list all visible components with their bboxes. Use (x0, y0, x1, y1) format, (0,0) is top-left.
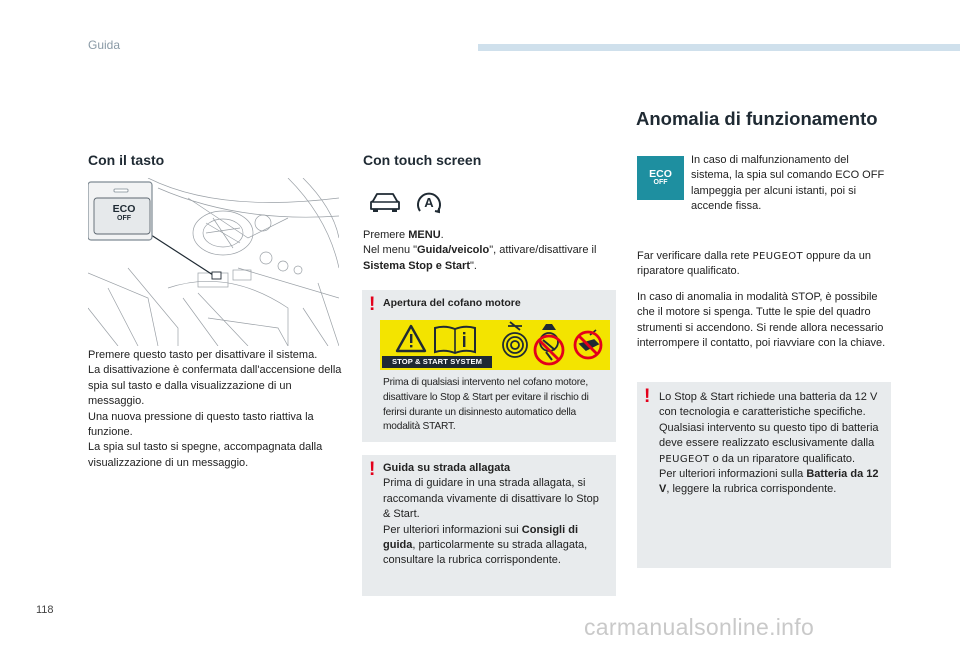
premere-menu-line: Premere MENU. (363, 229, 444, 241)
warning-icon: ! (644, 386, 651, 407)
col1-p2: La disattivazione è confermata dall'accensione della spia sul tasto e dalla visualizzazione di un messaggio. (88, 364, 342, 408)
sticker-label: STOP & START SYSTEM (391, 357, 483, 366)
off-button-label: OFF (117, 215, 131, 222)
anomalia-stop: In caso di anomalia in modalità STOP, è possibile che il motore si spenga. Tutte le spie del quadro strumenti si accendono. Si rende allora necessario interrompere il contatto, poi riavviare con la chiave. (637, 290, 886, 350)
note-allagata-text2: Per ulteriori informazioni sui Consigli di guida, particolarmente su strada allagata, consultare la rubrica corrispondente. (383, 523, 588, 567)
page-number: 118 (36, 604, 54, 616)
note-allagata-text1: Prima di guidare in una strada allagata, si raccomanda vivamente di disattivare lo Stop & Start. (383, 477, 599, 521)
dashboard-illustration (88, 178, 339, 346)
watermark: carmanualsonline.info (584, 614, 815, 640)
stop-start-sticker (380, 320, 610, 370)
svg-text:A: A (424, 195, 434, 210)
header-bar (478, 44, 960, 51)
note-allagata-body (383, 461, 609, 569)
heading-con-touch-screen: Con touch screen (363, 152, 482, 168)
heading-anomalia: Anomalia di funzionamento (636, 108, 878, 129)
menu-word: MENU (408, 229, 441, 241)
touch-instructions (363, 228, 613, 274)
eco-button-label: ECO (112, 203, 136, 215)
col1-text (88, 348, 344, 471)
note-batteria (637, 382, 891, 568)
note-allagata-title: Guida su strada allagata (383, 462, 511, 474)
col1-p3: Una nuova pressione di questo tasto riattiva la funzione. (88, 410, 314, 439)
off-indicator-label: OFF (653, 179, 668, 186)
note-strada-allagata (362, 455, 616, 596)
note-cofano (362, 290, 616, 442)
eco-indicator-label: ECO (649, 168, 672, 180)
note-cofano-title: Apertura del cofano motore (383, 297, 521, 309)
far-verificare: Far verificare dalla rete PEUGEOT oppure da un riparatore qualificato. (637, 250, 871, 278)
warning-icon: ! (369, 294, 376, 315)
note-batteria-body (659, 390, 887, 498)
car-icon (368, 189, 402, 215)
a-icon-svg (414, 187, 444, 217)
batteria-l1: Lo Stop & Start richiede una batteria da 12 V con tecnologia e caratteristiche specifiche. (659, 391, 878, 419)
eco-off-indicator-icon (637, 156, 684, 200)
car-icon-svg (368, 189, 402, 215)
stop-start-a-icon (414, 187, 444, 217)
batteria-l2: Qualsiasi intervento su questo tipo di batteria deve essere realizzato esclusivamente dalla PEUGEOT o da un riparatore qualificato. (659, 421, 879, 465)
col1-p4: La spia sul tasto si spegne, accompagnata dalla visualizzazione di un messaggio. (88, 441, 323, 469)
note-cofano-text: Prima di qualsiasi intervento nel cofano motore, disattivare lo Stop & Start per evitare il rischio di ferirsi durante un disinnesto automatico della modalità START. (383, 377, 589, 433)
warning-icon: ! (369, 459, 376, 480)
batteria-l3: Per ulteriori informazioni sulla Batteria da 12 V, leggere la rubrica corrispondente. (659, 468, 879, 496)
section-label: Guida (88, 38, 121, 52)
col3-text (637, 249, 889, 351)
heading-con-il-tasto: Con il tasto (88, 152, 165, 168)
anomalia-intro: In caso di malfunzionamento del sistema, la spia sul comando ECO OFF lampeggia per alcuni istanti, poi si accende fissa. (691, 154, 885, 213)
col1-p1: Premere questo tasto per disattivare il sistema. (88, 349, 318, 361)
nel-menu-line: Nel menu "Guida/veicolo", attivare/disattivare il Sistema Stop e Start". (363, 244, 597, 272)
